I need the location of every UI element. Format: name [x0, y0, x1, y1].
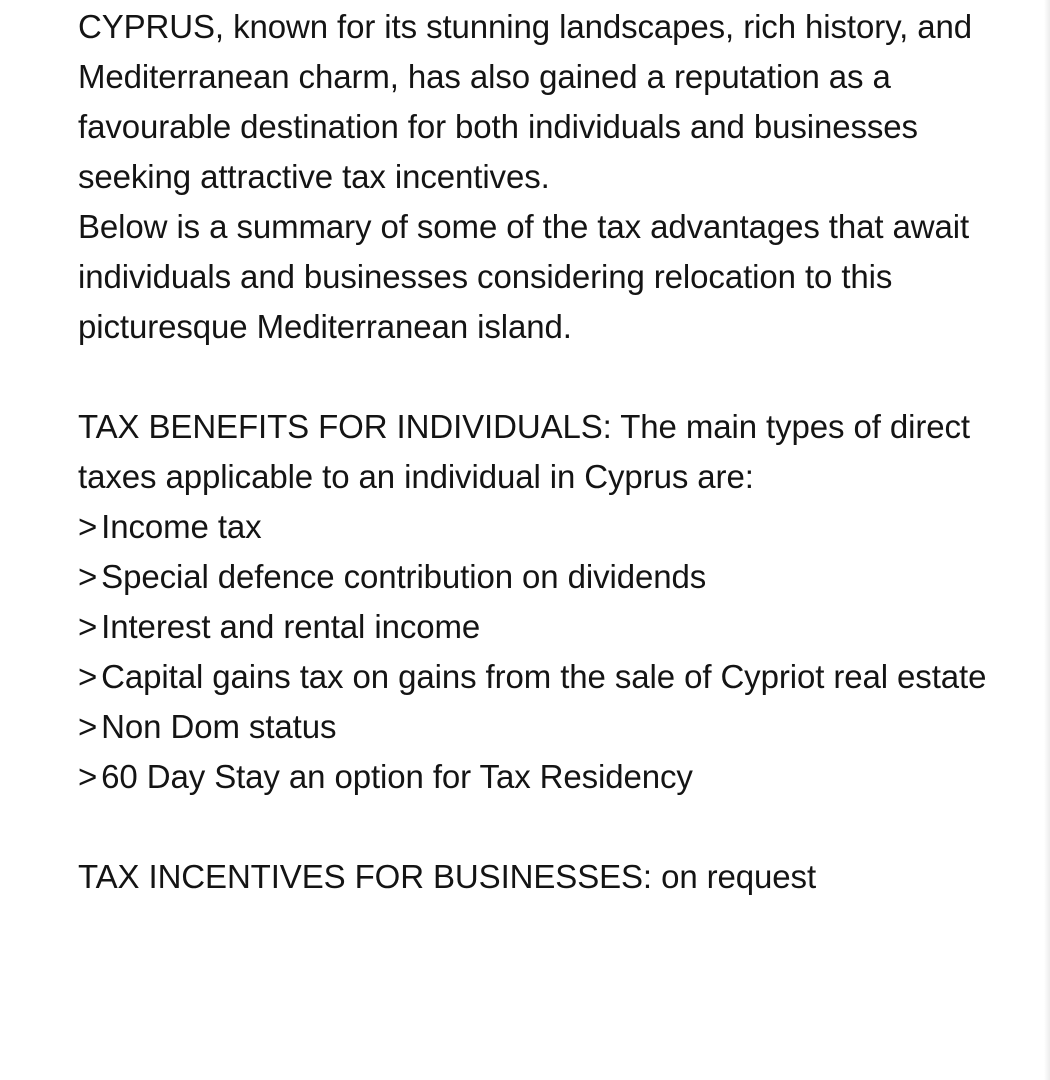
paragraph-spacer [78, 802, 1008, 852]
list-item [78, 752, 1008, 802]
list-item [78, 502, 1008, 552]
list-item [78, 652, 1008, 702]
list-marker: > [78, 508, 98, 545]
list-marker: > [78, 708, 98, 745]
list-item-text: Interest and rental income [101, 608, 481, 645]
individuals-heading: TAX BENEFITS FOR INDIVIDUALS: The main types of direct taxes applicable to an individual in Cyprus are: [78, 408, 970, 495]
list-item-text: Income tax [101, 508, 262, 545]
list-item [78, 602, 1008, 652]
list-item-text: Special defence contribution on dividends [101, 558, 707, 595]
businesses-line: TAX INCENTIVES FOR BUSINESSES: on request [78, 858, 817, 895]
list-marker: > [78, 758, 98, 795]
list-item-text: Non Dom status [101, 708, 337, 745]
individuals-tax-list [78, 502, 1008, 802]
list-marker: > [78, 658, 98, 695]
list-marker: > [78, 608, 98, 645]
list-item [78, 702, 1008, 752]
list-item [78, 552, 1008, 602]
list-item-text: 60 Day Stay an option for Tax Residency [101, 758, 693, 795]
list-item-text: Capital gains tax on gains from the sale of Cypriot real estate [101, 658, 987, 695]
summary-paragraph: Below is a summary of some of the tax advantages that await individuals and businesses considering relocation to this picturesque Mediterranean island. [78, 208, 970, 345]
paragraph-spacer [78, 352, 1008, 402]
list-marker: > [78, 558, 98, 595]
page-edge-shadow [1044, 0, 1050, 1080]
document-body [78, 2, 1008, 902]
intro-paragraph: CYPRUS, known for its stunning landscapes, rich history, and Mediterranean charm, has also gained a reputation as a favourable destination for both individuals and businesses seeking attractive tax incentives. [78, 8, 972, 195]
